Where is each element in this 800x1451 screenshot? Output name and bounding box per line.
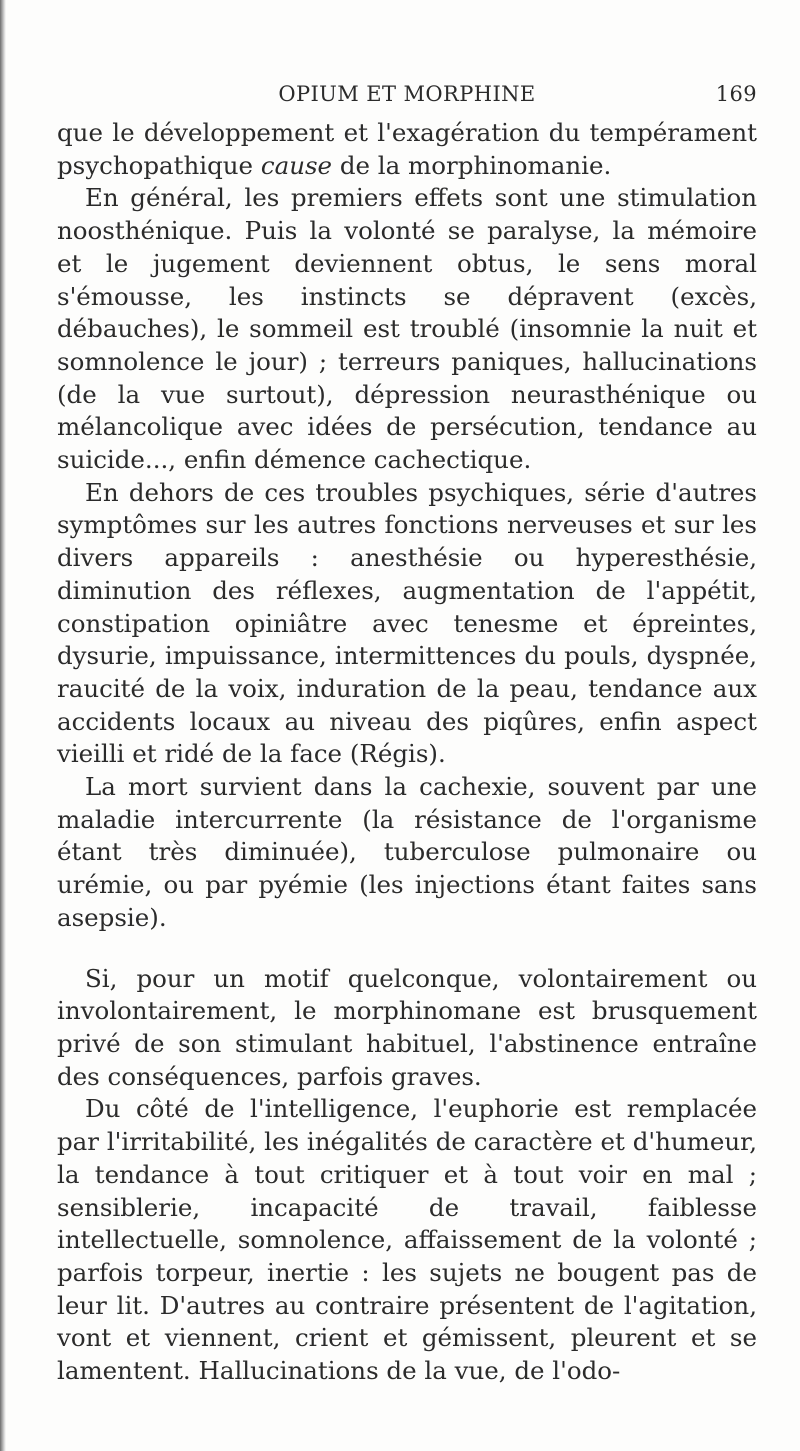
emphasized-word: cause [260,150,333,180]
paragraph-intelligence: Du côté de l'intelligence, l'euphorie est remplacée par l'irritabilité, les inégalités de caractère et d'humeur, la tendance à tout critiquer et à tout voir en mal ; sensiblerie, incapacité de travail, faiblesse intellectuelle, somnolence, affaissement de la volonté ; parfois torpeur, inertie : les sujets ne bougent pas de leur lit. D'autres au contraire présentent de l'agitation, vont et viennent, crient et gémissent, pleurent et se lamentent. Hallucinations de la vue, de l'odo- [57,1094,757,1386]
paragraph-text: que le développement et l'exagération du tempérament psychopathique [57,118,757,180]
running-head [57,82,757,108]
body-text [57,117,757,1388]
paragraph-abstinence: Si, pour un motif quelconque, volontairement ou involontairement, le morphinomane est brusquement privé de son stimulant habituel, l'abstinence entraîne des conséquences, parfois graves. [57,963,757,1091]
paragraph-effects: En général, les premiers effets sont une stimulation noosthénique. Puis la volonté se paralyse, la mémoire et le jugement deviennent obtus, le sens moral s'émousse, les instincts se dépravent (excès, débauches), le sommeil est troublé (insomnie la nuit et somnolence le jour) ; terreurs paniques, hallucinations (de la vue surtout), dépression neurasthénique ou mélancolique avec idées de persécution, tendance au suicide..., enfin démence cachectique. [57,183,757,475]
paragraph-text: de la morphinomanie. [332,150,612,180]
paragraph-symptoms: En dehors de ces troubles psychiques, série d'autres symptômes sur les autres fonctions nerveuses et sur les divers appareils : anesthésie ou hyperesthésie, diminution des réflexes, augmentation de l'appétit, constipation opiniâtre avec tenesme et épreintes, dysurie, impuissance, intermittences du pouls, dyspnée, raucité de la voix, induration de la peau, tendance aux accidents locaux au niveau des piqûres, enfin aspect vieilli et ridé de la face (Régis). [57,477,757,769]
paragraph-continuation [57,117,757,182]
page-number: 169 [715,82,757,106]
paragraph-death: La mort survient dans la cachexie, souvent par une maladie intercurrente (la résistance de l'organisme étant très diminuée), tuberculose pulmonaire ou urémie, ou par pyémie (les injections étant faites sans asepsie). [57,772,757,932]
page-binding-edge [0,0,6,1451]
running-title: OPIUM ET MORPHINE [278,82,536,106]
